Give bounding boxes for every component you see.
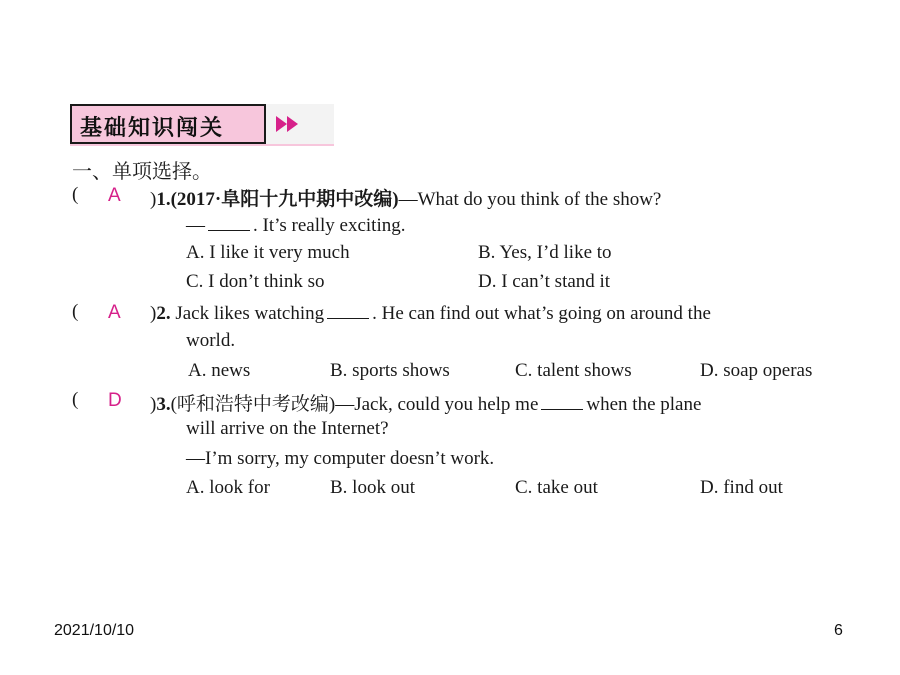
question-stem: Jack likes watching <box>175 303 325 324</box>
question-2-line-1 <box>150 301 711 325</box>
question-stem: when the plane <box>586 394 702 415</box>
option-a: A. news <box>188 360 251 381</box>
option-b: B. Yes, I’d like to <box>478 242 612 263</box>
question-number: 1. <box>156 189 171 210</box>
section-title: 一、单项选择。 <box>72 159 212 183</box>
option-c: C. take out <box>515 477 598 498</box>
question-stem: — <box>186 215 205 236</box>
answer-paren-open: ( <box>72 184 79 205</box>
double-chevron-right-icon <box>274 113 304 135</box>
answer-paren-open: ( <box>72 389 79 410</box>
question-3-line-1 <box>150 389 701 416</box>
option-b: B. sports shows <box>330 360 450 381</box>
question-2-line-2: world. <box>186 330 236 351</box>
answer-paren-close: ) <box>150 394 157 415</box>
option-c: C. talent shows <box>515 360 632 381</box>
option-d: D. I can’t stand it <box>478 271 611 292</box>
question-number: 3. <box>156 394 171 415</box>
section-banner-title: 基础知识闯关 <box>80 116 225 141</box>
option-b: B. look out <box>330 477 415 498</box>
question-stem: —What do you think of the show? <box>398 189 662 210</box>
footer-date: 2021/10/10 <box>54 622 135 639</box>
question-1-line-1 <box>150 184 661 211</box>
answer-2: A <box>108 302 121 323</box>
question-source: (呼和浩特中考改编) <box>170 394 336 415</box>
answer-paren-close: ) <box>150 189 157 210</box>
answer-1: A <box>108 185 121 206</box>
answer-paren-open: ( <box>72 301 79 322</box>
question-1-line-2 <box>186 213 405 237</box>
question-stem: . It’s really exciting. <box>253 215 406 236</box>
option-c: C. I don’t think so <box>186 271 325 292</box>
page-number: 6 <box>834 622 843 639</box>
question-3-line-3: —I’m sorry, my computer doesn’t work. <box>186 448 495 469</box>
question-stem: . He can find out what’s going on around the <box>372 303 711 324</box>
option-a: A. look for <box>186 477 270 498</box>
answer-blank <box>208 213 250 231</box>
answer-blank <box>541 392 583 410</box>
question-3-line-2: will arrive on the Internet? <box>186 418 389 439</box>
option-a: A. I like it very much <box>186 242 350 263</box>
question-stem: —Jack, could you help me <box>335 394 539 415</box>
option-d: D. find out <box>700 477 783 498</box>
section-banner <box>70 104 334 146</box>
answer-paren-close: ) <box>150 303 157 324</box>
question-number: 2. <box>156 303 171 324</box>
answer-blank <box>327 301 369 319</box>
section-banner-box <box>70 104 266 144</box>
question-source: (2017·阜阳十九中期中改编) <box>170 189 399 210</box>
answer-3: D <box>108 390 122 411</box>
section-banner-underline <box>70 144 334 146</box>
option-d: D. soap operas <box>700 360 813 381</box>
